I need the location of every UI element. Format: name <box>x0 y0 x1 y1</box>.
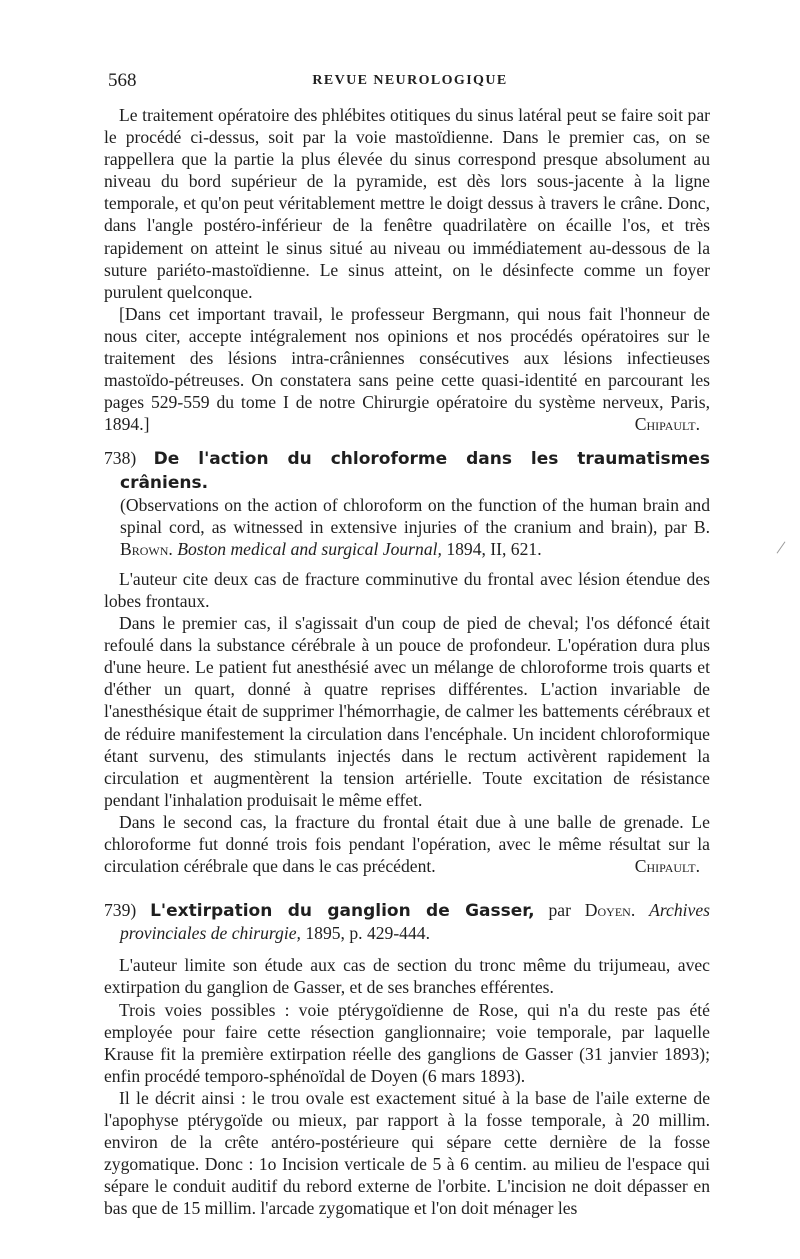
entry-number: 738) <box>104 448 137 469</box>
entry-title: De l'action du chloroforme dans les traumatismes crâniens. <box>120 449 710 493</box>
entry-739-paragraph-2: Trois voies possibles : voie ptérygoïdienne de Rose, qui n'a du reste pas été employée pour faire cette résection ganglionnaire; voie temporale, par laquelle Krause fit la première extirpation réelle des ganglions de Gasser (31 janvier 1893); enfin procédé temporo-sphénoïdal de Doyen (6 mars 1893). <box>104 999 710 1086</box>
page-number: 568 <box>108 70 137 91</box>
entry-journal: Boston medical and surgical Journal, <box>177 538 442 559</box>
entry-738-heading <box>104 447 710 559</box>
entry-number: 739) <box>104 900 137 921</box>
entry-reference: 1895, p. 429-444. <box>305 923 430 944</box>
continuation-paragraph-1: Le traitement opératoire des phlébites otitiques du sinus latéral peut se faire soit par le procédé ci-dessus, soit par la voie mastoïdienne. Dans le premier cas, on se rappellera que la partie la plus élevée du sinus correspond presque absolument au niveau du bord supérieur de la pyramide, est dès lors sous-jacente à la ligne temporale, et qu'on peut véritablement mettre le doigt dessus à travers le crâne. Donc, dans l'angle postéro-inférieur de la fenêtre quadrilatère on écaille l'os, et très rapidement on atteint le sinus situé au niveau ou immédiatement au-dessous de la suture pariéto-mastoïdienne. Le sinus atteint, on le désinfecte comme un foyer purulent quelconque. <box>104 105 710 302</box>
entry-738-paragraph-3 <box>104 811 710 877</box>
entry-author: B. Brown. <box>120 516 710 559</box>
margin-pencil-mark <box>777 541 786 553</box>
page-header <box>108 70 712 94</box>
running-head: REVUE NEUROLOGIQUE <box>312 73 508 88</box>
entry-reference: 1894, II, 621. <box>446 538 542 559</box>
signature: Chipault. <box>634 856 700 877</box>
entry-author: Doyen. <box>584 900 636 921</box>
entry-journal: Archives provinciales de chirurgie, <box>120 900 710 944</box>
entry-title: L'extirpation du ganglion de Gasser, <box>150 901 535 922</box>
entry-739-paragraph-1: L'auteur limite son étude aux cas de section du tronc même du trijumeau, avec extirpation du ganglion de Gasser, et de ses branches efférentes. <box>104 955 710 998</box>
page-body <box>104 104 710 1220</box>
entry-by: par <box>548 900 571 921</box>
entry-739-heading <box>104 899 710 944</box>
entry-738-paragraph-1: L'auteur cite deux cas de fracture comminutive du frontal avec lésion étendue des lobes frontaux. <box>104 568 710 611</box>
entry-738-paragraph-2: Dans le premier cas, il s'agissait d'un coup de pied de cheval; l'os défoncé était refoulé dans la substance cérébrale à un pouce de profondeur. L'opération dura plus d'une heure. Le patient fut anesthésié avec un mélange de chloroforme trois quarts et d'éther un quart, donné à quatre reprises différentes. L'action invariable de l'anesthésique était de supprimer l'hémorrhagie, de calmer les battements cérébraux et de réduire manifestement la circulation dans l'encéphale. Un incident chloroformique étant survenu, des stimulants injectés dans le rectum activèrent rapidement la circulation et augmentèrent la tension artérielle. Toute excitation de résistance pendant l'inhalation produisait le même effet. <box>104 613 710 810</box>
entry-738-paragraph-3-text: Dans le second cas, la fracture du frontal était due à une balle de grenade. Le chloroforme fut donné trois fois pendant l'opération, avec le même résultat sur la circulation cérébrale que dans le cas précédent. <box>104 811 710 877</box>
entry-739-paragraph-3: Il le décrit ainsi : le trou ovale est exactement situé à la base de l'aile externe de l'apophyse ptérygoïde ou mieux, par rapport à la fosse temporale, à 20 millim. environ de la crête antéro-postérieure qui sépare cette dernière de la fosse zygomatique. Donc : 1o Incision verticale de 5 à 6 centim. au milieu de l'espace qui sépare le conduit auditif du rebord externe de l'orbite. L'incision ne doit dépasser en bas que de 15 millim. l'arcade zygomatique et l'on doit ménager les <box>104 1087 710 1219</box>
entry-subtitle: (Observations on the action of chloroform on the function of the human brain and spinal cord, as witnessed in extensive injuries of the cranium and brain), par <box>120 494 710 537</box>
continuation-paragraph-2-text: [Dans cet important travail, le professeur Bergmann, qui nous fait l'honneur de nous citer, accepte intégralement nos opinions et nos procédés opératoires sur le traitement des lésions intra-crâniennes consécutives aux lésions infectieuses mastoïdo-pétreuses. On constatera sans peine cette quasi-identité en parcourant les pages 529-559 du tome I de notre Chirurgie opératoire du système nerveux, Paris, 1894.] <box>104 303 710 435</box>
entry-details <box>120 494 710 560</box>
continuation-paragraph-2 <box>104 303 710 436</box>
signature: Chipault. <box>634 414 700 435</box>
